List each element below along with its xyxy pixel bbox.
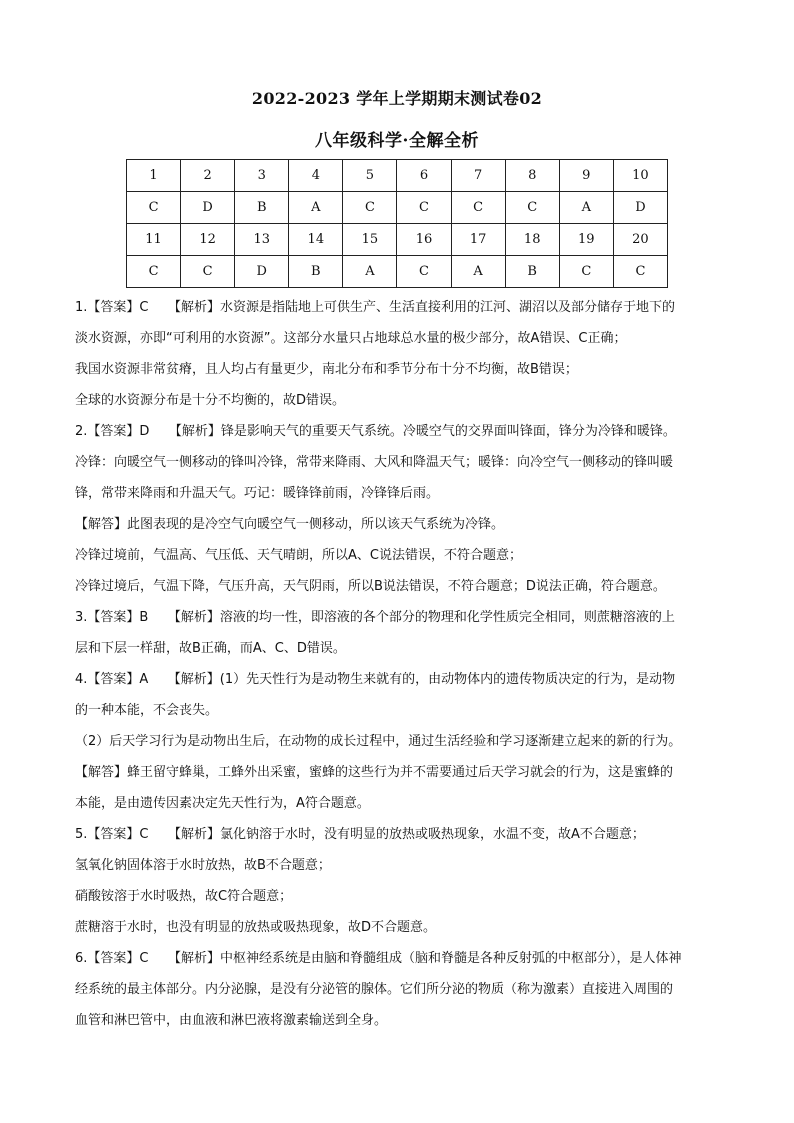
solution-line: 冷锋：向暖空气一侧移动的锋叫冷锋，常带来降雨、大风和降温天气；暖锋：向冷空气一侧移动的锋叫暖 [75,455,674,470]
answer-table-cell: 17 [451,224,505,256]
answer-table-cell: 14 [289,224,343,256]
answer-table-cell: 5 [343,160,397,192]
answer-table-answer-row [127,256,668,288]
answer-table-cell: A [559,192,613,224]
answer-table-cell: C [181,256,235,288]
answer-table-number-row [127,160,668,192]
solution-line: 氢氧化钠固体溶于水时放热，故B不合题意； [75,858,331,873]
solution-line: 层和下层一样甜，故B正确，而A、C、D错误。 [75,641,346,656]
answer-table-cell: 4 [289,160,343,192]
answer-table-answer-row [127,192,668,224]
solution-line: 【解答】此图表现的是冷空气向暖空气一侧移动，所以该天气系统为冷锋。 [75,517,505,532]
answer-table-cell: C [127,256,181,288]
answer-table-cell: 12 [181,224,235,256]
answer-table-cell: C [451,192,505,224]
answer-table-number-row [127,224,668,256]
answer-table-cell: C [559,256,613,288]
solution-line: 1.【答案】C 【解析】水资源是指陆地上可供生产、生活直接利用的江河、湖沼以及部分储存于地下的 [75,300,675,315]
solution-line: 4.【答案】A 【解析】(1）先天性行为是动物生来就有的，由动物体内的遗传物质决定的行为，是动物 [75,672,676,687]
solution-line: 的一种本能，不会丧失。 [75,703,219,718]
solution-line: 硝酸铵溶于水时吸热，故C符合题意； [75,889,293,904]
answer-table [126,159,668,288]
solution-line: 冷锋过境前，气温高、气压低、天气晴朗，所以A、C说法错误，不符合题意； [75,548,522,563]
answer-table-cell: C [397,256,451,288]
answer-table-cell: 1 [127,160,181,192]
solution-line: 锋，常带来降雨和升温天气。巧记：暖锋锋前雨，冷锋锋后雨。 [75,486,440,501]
answer-table-cell: C [343,192,397,224]
page-title: 2022-2023 学年上学期期末测试卷02 [251,89,543,108]
answer-table-cell: D [235,256,289,288]
answer-table-cell: C [505,192,559,224]
answer-table-cell: 13 [235,224,289,256]
answer-table-cell: 6 [397,160,451,192]
answer-table-cell: 8 [505,160,559,192]
solution-line: 血管和淋巴管中，由血液和淋巴液将激素输送到全身。 [75,1013,388,1028]
answer-table-cell: D [181,192,235,224]
answer-table-cell: 9 [559,160,613,192]
solution-line: 2.【答案】D 【解析】锋是影响天气的重要天气系统。冷暖空气的交界面叫锋面，锋分为冷锋和暖锋。 [75,424,676,439]
answer-table-cell: B [235,192,289,224]
solution-line: 3.【答案】B 【解析】溶液的均一性，即溶液的各个部分的物理和化学性质完全相同，则蔗糖溶液的上 [75,610,675,625]
answer-table-cell: 7 [451,160,505,192]
solution-line: 6.【答案】C 【解析】中枢神经系统是由脑和脊髓组成（脑和脊髓是各种反射弧的中枢部分），是人体神 [75,951,682,966]
answer-table-cell: 19 [559,224,613,256]
solution-line: 5.【答案】C 【解析】氯化钠溶于水时，没有明显的放热或吸热现象，水温不变，故A不合题意； [75,827,645,842]
answer-table-cell: 18 [505,224,559,256]
answer-table-cell: 16 [397,224,451,256]
answer-table-cell: A [289,192,343,224]
page-subtitle: 八年级科学·全解全析 [315,131,479,151]
answer-table-cell: C [397,192,451,224]
answer-table-cell: C [127,192,181,224]
solution-line: 【解答】蜂王留守蜂巢，工蜂外出采蜜，蜜蜂的这些行为并不需要通过后天学习就会的行为，这是蜜蜂的 [75,765,674,780]
solution-line: 本能，是由遗传因素决定先天性行为，A符合题意。 [75,796,370,811]
answer-table-cell: 10 [613,160,667,192]
answer-table-cell: B [289,256,343,288]
answer-table-cell: 15 [343,224,397,256]
answer-table-cell: B [505,256,559,288]
answer-table-cell: D [613,192,667,224]
solutions-section [75,292,725,1036]
solution-line: 全球的水资源分布是十分不均衡的，故D错误。 [75,393,346,408]
answer-table-cell: C [613,256,667,288]
answer-table-cell: 3 [235,160,289,192]
answer-table-cell: A [451,256,505,288]
answer-table-cell: 2 [181,160,235,192]
answer-table-cell: A [343,256,397,288]
solution-line: 淡水资源，亦即“可利用的水资源”。这部分水量只占地球总水量的极少部分，故A错误、C正确； [75,331,627,346]
solution-line: 蔗糖溶于水时，也没有明显的放热或吸热现象，故D不合题意。 [75,920,437,935]
solution-line: 我国水资源非常贫瘠，且人均占有量更少，南北分布和季节分布十分不均衡，故B错误； [75,362,578,377]
solution-line: 经系统的最主体部分。内分泌腺，是没有分泌管的腺体。它们所分泌的物质（称为激素）直接进入周围的 [75,982,674,997]
answer-table-cell: 20 [613,224,667,256]
solution-line: （2）后天学习行为是动物出生后，在动物的成长过程中，通过生活经验和学习逐渐建立起来的新的行为。 [75,734,682,749]
solution-line: 冷锋过境后，气温下降，气压升高，天气阴雨，所以B说法错误，不符合题意；D说法正确，符合题意。 [75,579,666,594]
answer-table-cell: 11 [127,224,181,256]
